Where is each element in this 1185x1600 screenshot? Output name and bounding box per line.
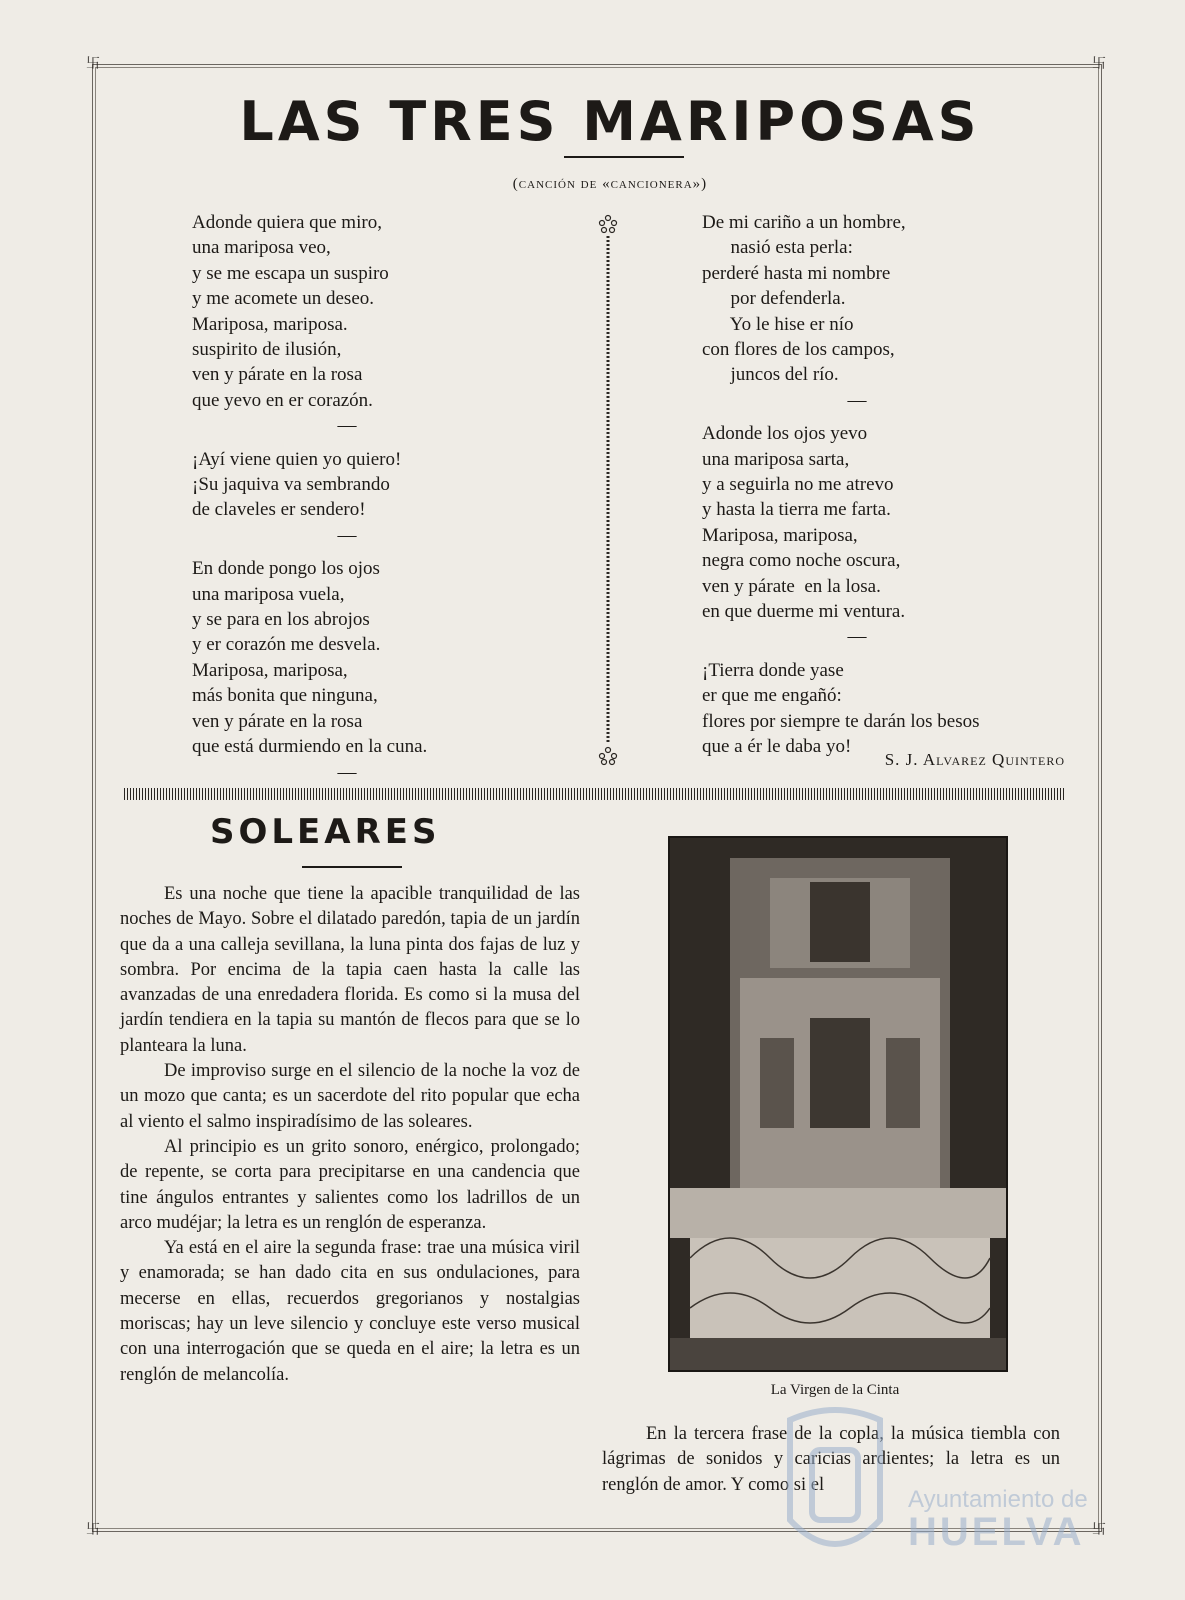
bead-divider-icon <box>598 214 618 766</box>
poem-line: ven y párate en la rosa <box>192 710 363 732</box>
corner-ornament-icon: 卐 <box>1092 57 1106 72</box>
poem-line: negra como noche oscura, <box>702 550 901 572</box>
stanza-dash: — <box>337 415 357 437</box>
poem-line: suspirito de ilusión, <box>192 339 342 361</box>
stanza-dash: — <box>337 761 357 783</box>
poem-left-column <box>192 210 502 793</box>
poem-line: y a seguirla no me atrevo <box>702 474 894 496</box>
poem-line: Mariposa, mariposa. <box>192 313 348 335</box>
poem-line: y er corazón me desvela. <box>192 634 381 656</box>
poem-line: ¡Tierra donde yase <box>702 659 844 681</box>
title-underline <box>564 156 684 158</box>
poem-author: S. J. Alvarez Quintero <box>884 750 1065 769</box>
section-title-underline <box>302 866 402 868</box>
paragraph: De improviso surge en el silencio de la noche la voz de un mozo que canta; es un sacerdote del rito popular que echa al viento el salmo inspiradísimo de las soleares. <box>120 1061 580 1132</box>
poem-line: flores por siempre te darán los besos <box>702 710 980 732</box>
poem-line: ¡Su jaquiva va sembrando <box>192 474 390 496</box>
poem-line: por defenderla. <box>702 288 846 310</box>
poem-line: Adonde quiera que miro, <box>192 212 382 233</box>
poem-line: más bonita que ninguna, <box>192 685 378 707</box>
paragraph: Al principio es un grito sonoro, enérgico, prolongado; de repente, se corta para precipitarse en una candencia que tine ángulos entrantes y salientes como los ladrillos de un arco mudéjar; la letra es un renglón de esperanza. <box>120 1136 580 1233</box>
paragraph: En la tercera frase de la copla, la música tiembla con lágrimas de sonidos y caricias ardientes; la letra es un renglón de amor. Y como si el <box>602 1424 1060 1495</box>
poem-line: y me acomete un deseo. <box>192 288 375 310</box>
poem-line: que está durmiendo en la cuna. <box>192 736 428 758</box>
section-divider <box>124 788 1064 800</box>
poem-line: De mi cariño a un hombre, <box>702 212 906 233</box>
poem-line: perderé hasta mi nombre <box>702 262 891 284</box>
poem-line: una mariposa vuela, <box>192 583 345 605</box>
poem-line: que a ér le daba yo! <box>702 736 852 758</box>
section-title: SOLEARES <box>210 812 441 852</box>
corner-ornament-icon: 卐 <box>86 1523 100 1538</box>
poem-line: er que me engañó: <box>702 685 842 707</box>
poem-line: ven y párate en la losa. <box>702 575 881 597</box>
altar-photo <box>668 836 1008 1372</box>
article-body <box>120 882 580 1388</box>
huelva-crest-icon <box>780 1400 890 1570</box>
poem-line: ¡Ayí viene quien yo quiero! <box>192 448 402 470</box>
photo-caption: La Virgen de la Cinta <box>770 1382 900 1398</box>
poem-line: una mariposa veo, <box>192 237 331 259</box>
watermark-line-2: HUELVA <box>908 1510 1085 1554</box>
poem-line: y hasta la tierra me farta. <box>702 499 891 521</box>
poem-line: juncos del río. <box>702 364 839 386</box>
poem-line: de claveles er sendero! <box>192 499 366 521</box>
watermark <box>780 1400 1100 1570</box>
poem-line: Yo le hise er nío <box>702 313 854 335</box>
poem-line: nasió esta perla: <box>702 237 853 259</box>
poem-line: en que duerme mi ventura. <box>702 601 906 623</box>
poem-line: En donde pongo los ojos <box>192 558 380 580</box>
stanza-dash: — <box>847 626 867 648</box>
poem-line: una mariposa sarta, <box>702 448 850 470</box>
stanza-dash: — <box>847 389 867 411</box>
stanza-dash: — <box>337 524 357 546</box>
poem-line: Adonde los ojos yevo <box>702 423 868 445</box>
poem-line: Mariposa, mariposa, <box>702 524 858 546</box>
poem-line: y se para en los abrojos <box>192 609 370 631</box>
poem-line: y se me escapa un suspiro <box>192 262 389 284</box>
poem-right-column <box>702 210 1012 760</box>
poem-line: que yevo en er corazón. <box>192 389 373 411</box>
paragraph: Es una noche que tiene la apacible tranquilidad de las noches de Mayo. Sobre el dilatado paredón, tapia de un jardín que da a una calleja sevillana, la luna pinta dos fajas de luz y sombra. Por encima de la tapia caen hasta la calle las avanzadas de una enredadera florida. Es como si la musa del jardín tendiera en la tapia su mantón de flecos para que se lo planteara la luna. <box>120 884 580 1056</box>
paragraph: Ya está en el aire la segunda frase: trae una música viril y enamorada; se han dado cita en sus ondulaciones, para mecerse en ellas, recuerdos gregorianos y nostalgias moriscas; hay un leve silencio y concluye este verso musical con una interrogación que se queda en el aire; la letra es un renglón de melancolía. <box>120 1238 580 1385</box>
corner-ornament-icon: 卐 <box>86 57 100 72</box>
corner-ornament-icon: 卐 <box>1092 1523 1106 1538</box>
poem-line: ven y párate en la rosa <box>192 364 363 386</box>
page-title: LAS TRES MARIPOSAS <box>239 90 981 153</box>
poem-subtitle: (canción de «cancionera») <box>512 176 708 192</box>
watermark-line-1: Ayuntamiento de <box>908 1486 1088 1513</box>
poem-line: Mariposa, mariposa, <box>192 659 348 681</box>
poem-line: con flores de los campos, <box>702 339 895 361</box>
